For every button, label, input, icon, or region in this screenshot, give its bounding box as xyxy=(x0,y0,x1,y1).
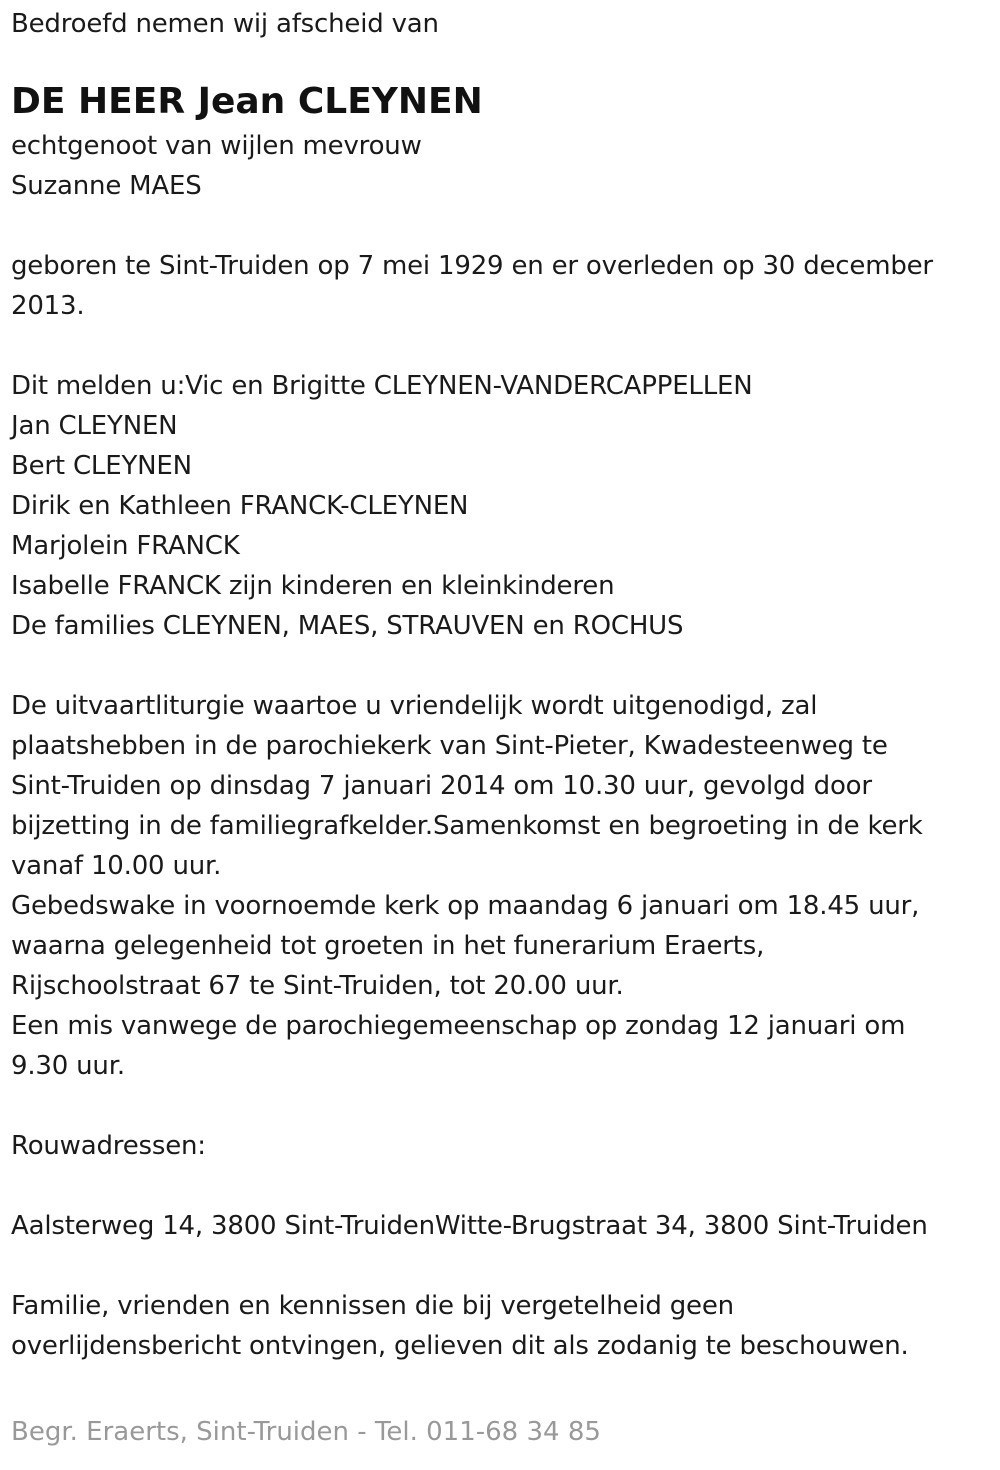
family-line: Jan CLEYNEN xyxy=(11,411,178,441)
family-line: De families CLEYNEN, MAES, STRAUVEN en ROCHUS xyxy=(11,611,684,641)
family-line: Bert CLEYNEN xyxy=(11,451,192,481)
ceremony-line: bijzetting in de familiegrafkelder.Samenkomst en begroeting in de kerk xyxy=(11,811,923,841)
spouse-line: Suzanne MAES xyxy=(11,171,202,201)
birth-death-line: geboren te Sint-Truiden op 7 mei 1929 en er overleden op 30 december xyxy=(11,251,933,281)
ceremony-line: waarna gelegenheid tot groeten in het funerarium Eraerts, xyxy=(11,931,765,961)
family-line: Dit melden u:Vic en Brigitte CLEYNEN-VANDERCAPPELLEN xyxy=(11,371,753,401)
ceremony-line: Rijschoolstraat 67 te Sint-Truiden, tot 20.00 uur. xyxy=(11,971,624,1001)
addresses-text: Aalsterweg 14, 3800 Sint-TruidenWitte-Brugstraat 34, 3800 Sint-Truiden xyxy=(11,1211,928,1241)
family-section xyxy=(11,366,991,646)
ceremony-line: 9.30 uur. xyxy=(11,1051,125,1081)
ceremony-line: De uitvaartliturgie waartoe u vriendelijk wordt uitgenodigd, zal xyxy=(11,691,818,721)
ceremony-line: Een mis vanwege de parochiegemeenschap op zondag 12 januari om xyxy=(11,1011,906,1041)
ceremony-line: vanaf 10.00 uur. xyxy=(11,851,222,881)
closing-section xyxy=(11,1286,991,1366)
funeral-home-footer: Begr. Eraerts, Sint-Truiden - Tel. 011-68 34 85 xyxy=(11,1417,601,1447)
birth-death-line: 2013. xyxy=(11,291,85,321)
spouse-line: echtgenoot van wijlen mevrouw xyxy=(11,131,422,161)
birth-death-section xyxy=(11,246,991,326)
ceremony-line: plaatshebben in de parochiekerk van Sint-Pieter, Kwadesteenweg te xyxy=(11,731,888,761)
intro-text: Bedroefd nemen wij afscheid van xyxy=(11,9,439,39)
ceremony-line: Gebedswake in voornoemde kerk op maandag 6 januari om 18.45 uur, xyxy=(11,891,920,921)
spouse-section xyxy=(11,126,991,206)
obituary-notice xyxy=(11,0,991,1366)
addresses-label: Rouwadressen: xyxy=(11,1131,206,1161)
ceremony-section xyxy=(11,686,991,1086)
deceased-name: DE HEER Jean CLEYNEN xyxy=(11,81,483,122)
family-line: Dirik en Kathleen FRANCK-CLEYNEN xyxy=(11,491,469,521)
family-line: Marjolein FRANCK xyxy=(11,531,240,561)
closing-line: Familie, vrienden en kennissen die bij vergetelheid geen xyxy=(11,1291,734,1321)
family-line: Isabelle FRANCK zijn kinderen en kleinkinderen xyxy=(11,571,615,601)
ceremony-line: Sint-Truiden op dinsdag 7 januari 2014 om 10.30 uur, gevolgd door xyxy=(11,771,872,801)
closing-line: overlijdensbericht ontvingen, gelieven dit als zodanig te beschouwen. xyxy=(11,1331,909,1361)
